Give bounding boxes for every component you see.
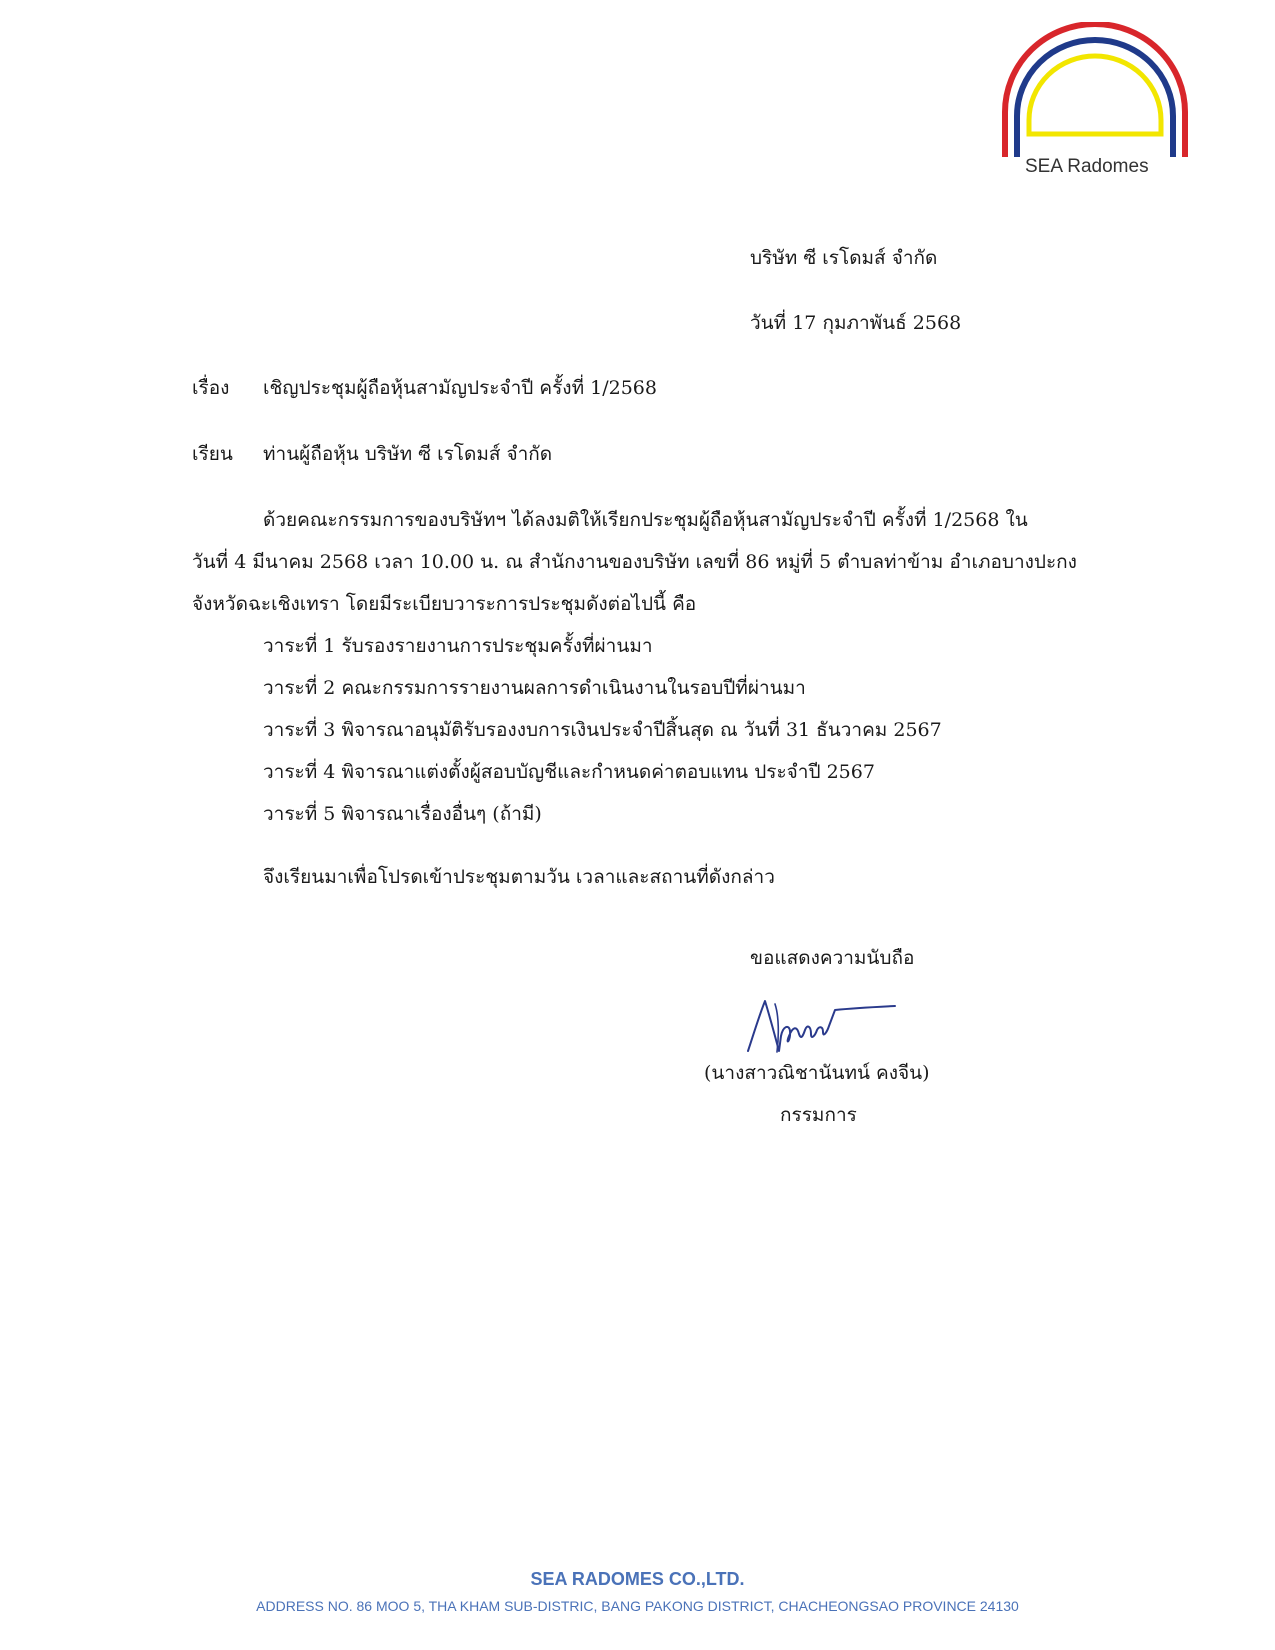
company-name-heading: บริษัท ซี เรโดมส์ จำกัด [750,247,938,269]
agenda-item: วาระที่ 5 พิจารณาเรื่องอื่นๆ (ถ้ามี) [263,803,542,825]
footer-address: ADDRESS NO. 86 MOO 5, THA KHAM SUB-DISTRIC, BANG PAKONG DISTRICT, CHACHEONGSAO PROVINCE 24130 [256,1598,1019,1614]
signatory-name: (นางสาวณิชานันทน์ คงจีน) [704,1062,930,1084]
closing-request: จึงเรียนมาเพื่อโปรดเข้าประชุมตามวัน เวลาและสถานที่ดังกล่าว [263,866,775,888]
subject-text: เชิญประชุมผู้ถือหุ้นสามัญประจำปี ครั้งที่ 1/2568 [263,377,657,399]
radome-arch-graphic [995,22,1195,162]
letter-date: วันที่ 17 กุมภาพันธ์ 2568 [750,312,962,334]
agenda-item: วาระที่ 2 คณะกรรมการรายงานผลการดำเนินงานในรอบปีที่ผ่านมา [263,677,806,699]
company-logo [995,22,1195,182]
signatory-position: กรรมการ [780,1104,857,1126]
recipient-label: เรียน [192,443,233,465]
subject-label: เรื่อง [192,377,230,399]
body-paragraph-line: ด้วยคณะกรรมการของบริษัทฯ ได้ลงมติให้เรียกประชุมผู้ถือหุ้นสามัญประจำปี ครั้งที่ 1/2568 ใน [263,509,1028,531]
agenda-item: วาระที่ 4 พิจารณาแต่งตั้งผู้สอบบัญชีและกำหนดค่าตอบแทน ประจำปี 2567 [263,761,875,783]
logo-text: SEA Radomes [1025,156,1149,177]
closing-regards: ขอแสดงความนับถือ [750,947,915,969]
agenda-item: วาระที่ 1 รับรองรายงานการประชุมครั้งที่ผ่านมา [263,635,653,657]
recipient-text: ท่านผู้ถือหุ้น บริษัท ซี เรโดมส์ จำกัด [263,443,553,465]
body-paragraph-line: จังหวัดฉะเชิงเทรา โดยมีระเบียบวาระการประชุมดังต่อไปนี้ คือ [192,593,697,615]
agenda-item: วาระที่ 3 พิจารณาอนุมัติรับรองงบการเงินประจำปีสิ้นสุด ณ วันที่ 31 ธันวาคม 2567 [263,719,942,741]
footer-company-name: SEA RADOMES CO.,LTD. [530,1569,745,1589]
body-paragraph-line: วันที่ 4 มีนาคม 2568 เวลา 10.00 น. ณ สำนักงานของบริษัท เลขที่ 86 หมู่ที่ 5 ตำบลท่าข้าม อำเภอบางปะกง [192,551,1077,573]
